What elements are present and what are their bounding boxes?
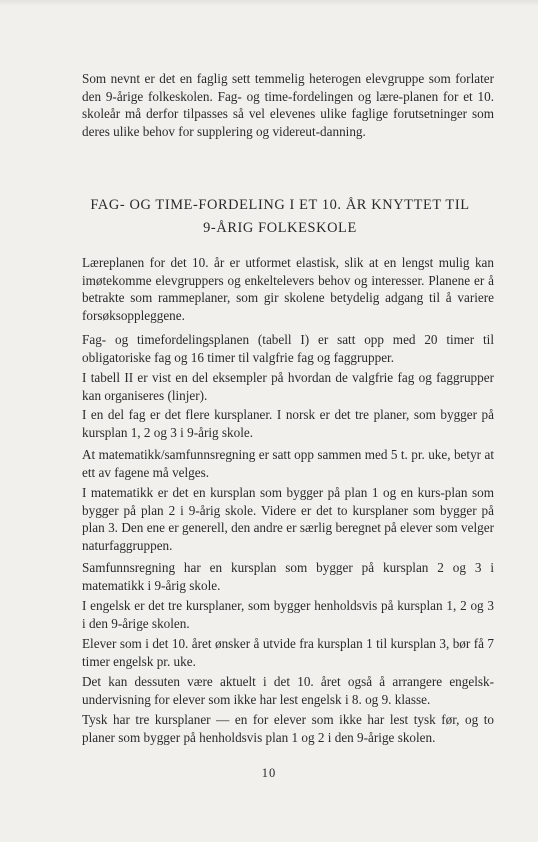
body-paragraph-10: Det kan dessuten være aktuelt i det 10. året også å arrangere engelsk-undervisning for elever som ikke har lest engelsk i 8. og 9. klasse. [82,674,494,707]
page-edge [0,0,538,6]
body-paragraph-6: I matematikk er det en kursplan som bygger på plan 1 og en kurs-plan som bygger på plan 2 i 9-årig skole. Videre er det to kursplaner som bygger på plan 3. Den ene er generell, den andre er særlig beregnet på elever som velger naturfaggruppen. [82,485,494,553]
body-paragraph-11: Tysk har tre kursplaner — en for elever som ikke har lest tysk før, og to planer som bygger på henholdsvis plan 1 og 2 i den 9-årige skolen. [82,712,494,745]
body-paragraph-4: I en del fag er det flere kursplaner. I norsk er det tre planer, som bygger på kursplan 1, 2 og 3 i 9-årig skole. [82,407,494,440]
section-heading-line-2: 9-ÅRIG FOLKESKOLE [203,220,357,236]
body-paragraph-3: I tabell II er vist en del eksempler på hvordan de valgfrie fag og faggrupper kan organiseres (linjer). [82,370,494,403]
body-paragraph-8: I engelsk er det tre kursplaner, som bygger henholdsvis på kursplan 1, 2 og 3 i den 9-årige skolen. [82,598,494,631]
intro-paragraph: Som nevnt er det en faglig sett temmelig heterogen elevgruppe som forlater den 9-årige folkeskolen. Fag- og time-fordelingen og lære-planen for et 10. skoleår må derfor tilpasses så vel elevenes ulike faglige forutsetninger som deres ulike behov for supplering og videreut-danning. [82,71,494,139]
body-paragraph-9: Elever som i det 10. året ønsker å utvide fra kursplan 1 til kursplan 3, bør få 7 timer engelsk pr. uke. [82,636,494,669]
body-paragraph-7: Samfunnsregning har en kursplan som bygger på kursplan 2 og 3 i matematikk i 9-årig skole. [82,560,494,593]
body-paragraph-5: At matematikk/samfunnsregning er satt opp sammen med 5 t. pr. uke, betyr at ett av fagene må velges. [82,447,494,480]
body-paragraph-1: Læreplanen for det 10. år er utformet elastisk, slik at en lengst mulig kan imøtekomme elevgruppers og enkeltelevers behov og interesser. Planene er å betrakte som rammeplaner, som gir skolene betydelig adgang til å variere forsøksoppleggene. [82,255,494,323]
page-number: 10 [261,766,277,780]
body-paragraph-2: Fag- og timefordelingsplanen (tabell I) er satt opp med 20 timer til obligatoriske fag og 16 timer til valgfrie fag og faggrupper. [82,332,494,365]
section-heading-line-1: FAG- OG TIME-FORDELING I ET 10. ÅR KNYTTET TIL [90,197,470,213]
